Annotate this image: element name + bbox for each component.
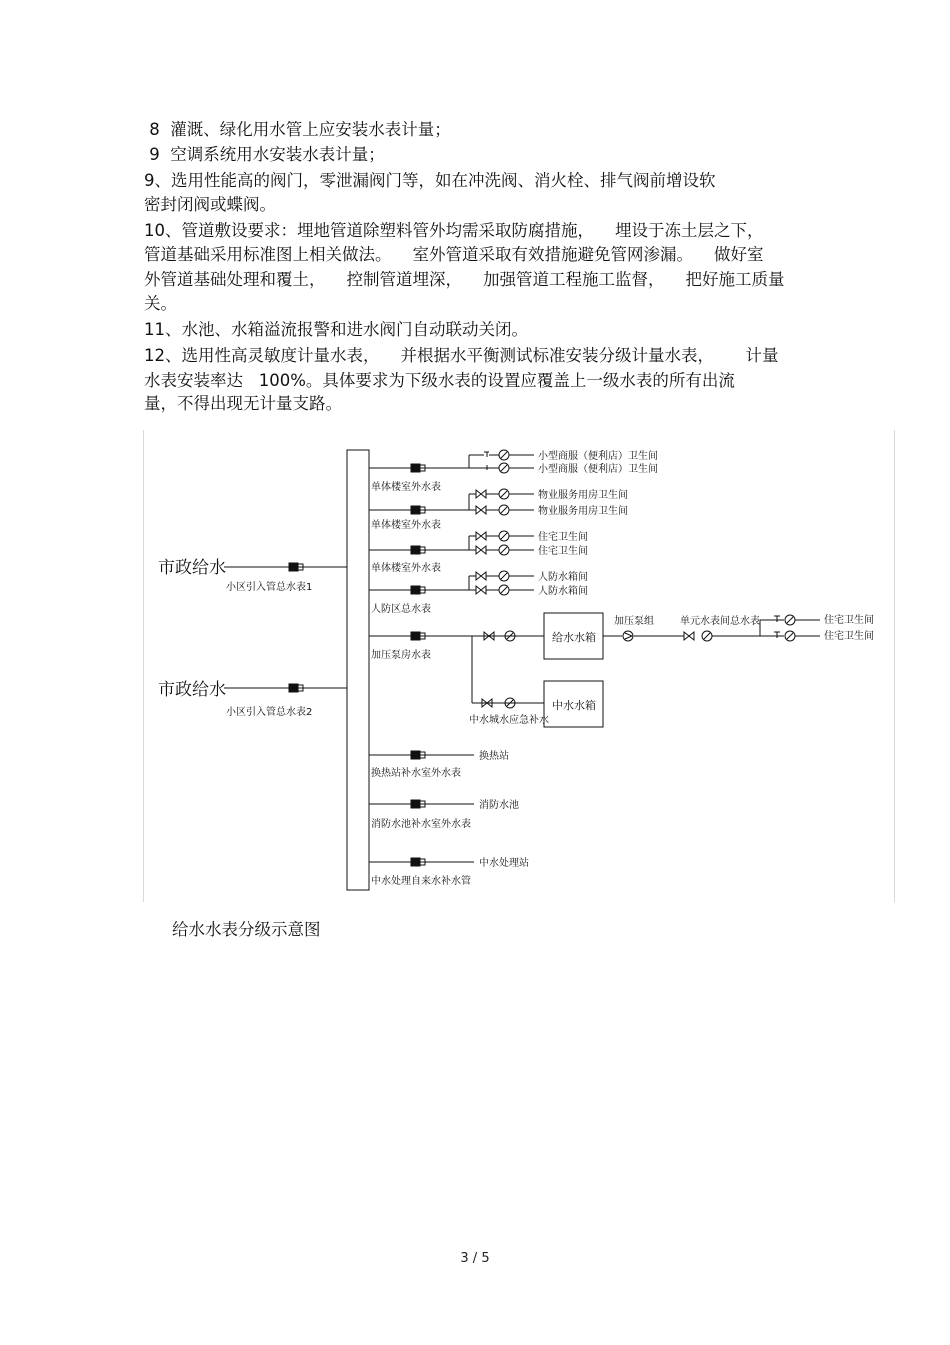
end-user-label: 住宅卫生间 (538, 546, 588, 557)
branch-fire-pool (369, 798, 519, 830)
source-label: 市政给水 (158, 680, 226, 700)
branch-3 (369, 530, 588, 574)
end-user-label: 住宅卫生间 (538, 532, 588, 543)
source-1 (158, 558, 347, 593)
branch-heat-station (369, 749, 509, 779)
branch-1 (369, 449, 658, 493)
main-header-bar (347, 450, 369, 890)
paragraph-line: 量，不得出现无计量支路。 (144, 394, 342, 413)
meter-label: 消防水池补水室外水表 (371, 819, 471, 830)
meter-label: 单体楼室外水表 (371, 563, 441, 574)
meter-icon (289, 684, 298, 692)
figure-caption: 给水水表分级示意图 (172, 920, 321, 939)
branch-2 (369, 488, 628, 531)
paragraph-line: 关。 (144, 294, 177, 313)
outlet-label: 消防水池 (479, 800, 519, 811)
meter-label: 中水处理自来水补水管 (371, 876, 471, 887)
svg-text:中水水箱: 中水水箱 (552, 699, 596, 712)
paragraph-line: 11、水池、水箱溢流报警和进水阀门自动联动关闭。 (144, 320, 528, 339)
paragraph-line: 10、管道敷设要求：埋地管道除塑料管外均需采取防腐措施， 埋设于冻土层之下， (144, 221, 764, 240)
outlet-label: 换热站 (479, 751, 509, 762)
svg-text:给水水箱: 给水水箱 (552, 631, 596, 644)
paragraph-line: 管道基础采用标准图上相关做法。 室外管道采取有效措施避免管网渗漏。 做好室 (144, 245, 764, 264)
meter-label: 单体楼室外水表 (371, 520, 441, 531)
end-user-label: 住宅卫生间 (824, 631, 874, 642)
source-label: 市政给水 (158, 558, 226, 578)
meter-label: 单体楼室外水表 (371, 482, 441, 493)
meter-label: 中水城水应急补水 (469, 715, 549, 726)
end-user-label: 住宅卫生间 (824, 615, 874, 626)
end-user-label: 物业服务用房卫生间 (538, 506, 628, 517)
paragraph-line: 9、选用性能高的阀门，零泄漏阀门等，如在冲洗阀、消火栓、排气阀前增设软 (144, 171, 716, 190)
meter-label: 换热站补水室外水表 (371, 768, 461, 779)
meter-label: 加压泵房水表 (371, 650, 431, 661)
end-user-label: 人防水箱间 (538, 586, 588, 597)
paragraph-line: 8 灌溉、绿化用水管上应安装水表计量； (144, 120, 451, 139)
meter-icon (289, 563, 298, 571)
outlet-label: 中水处理站 (479, 858, 529, 869)
pump-label: 加压泵组 (614, 616, 654, 627)
paragraph-line: 密封闭阀或蝶阀。 (144, 195, 276, 214)
page-number: 3 / 5 (460, 1251, 490, 1266)
branch-4 (369, 570, 588, 615)
meter-label: 小区引入管总水表2 (226, 707, 313, 718)
end-user-label: 人防水箱间 (538, 572, 588, 583)
branch-pump-room (369, 613, 874, 727)
branch-reclaimed-plant (369, 856, 529, 887)
paragraph-line: 水表安装率达 100%。具体要求为下级水表的设置应覆盖上一级水表的所有出流 (144, 371, 735, 390)
end-user-label: 物业服务用房卫生间 (538, 490, 628, 501)
meter-label: 小区引入管总水表1 (226, 582, 313, 593)
paragraph-line: 12、选用性高灵敏度计量水表， 并根据水平衡测试标准安装分级计量水表， 计量 (144, 346, 779, 365)
meter-label: 人防区总水表 (371, 604, 431, 615)
water-meter-diagram (143, 430, 895, 902)
end-user-label: 小型商服（便利店）卫生间 (538, 451, 658, 462)
source-2 (158, 680, 347, 718)
paragraph-line: 9 空调系统用水安装水表计量； (144, 145, 385, 164)
paragraph-line: 外管道基础处理和覆土， 控制管道埋深， 加强管道工程施工监督， 把好施工质量 (144, 270, 785, 289)
end-user-label: 小型商服（便利店）卫生间 (538, 464, 658, 475)
meter-label: 单元水表间总水表 (680, 616, 760, 627)
